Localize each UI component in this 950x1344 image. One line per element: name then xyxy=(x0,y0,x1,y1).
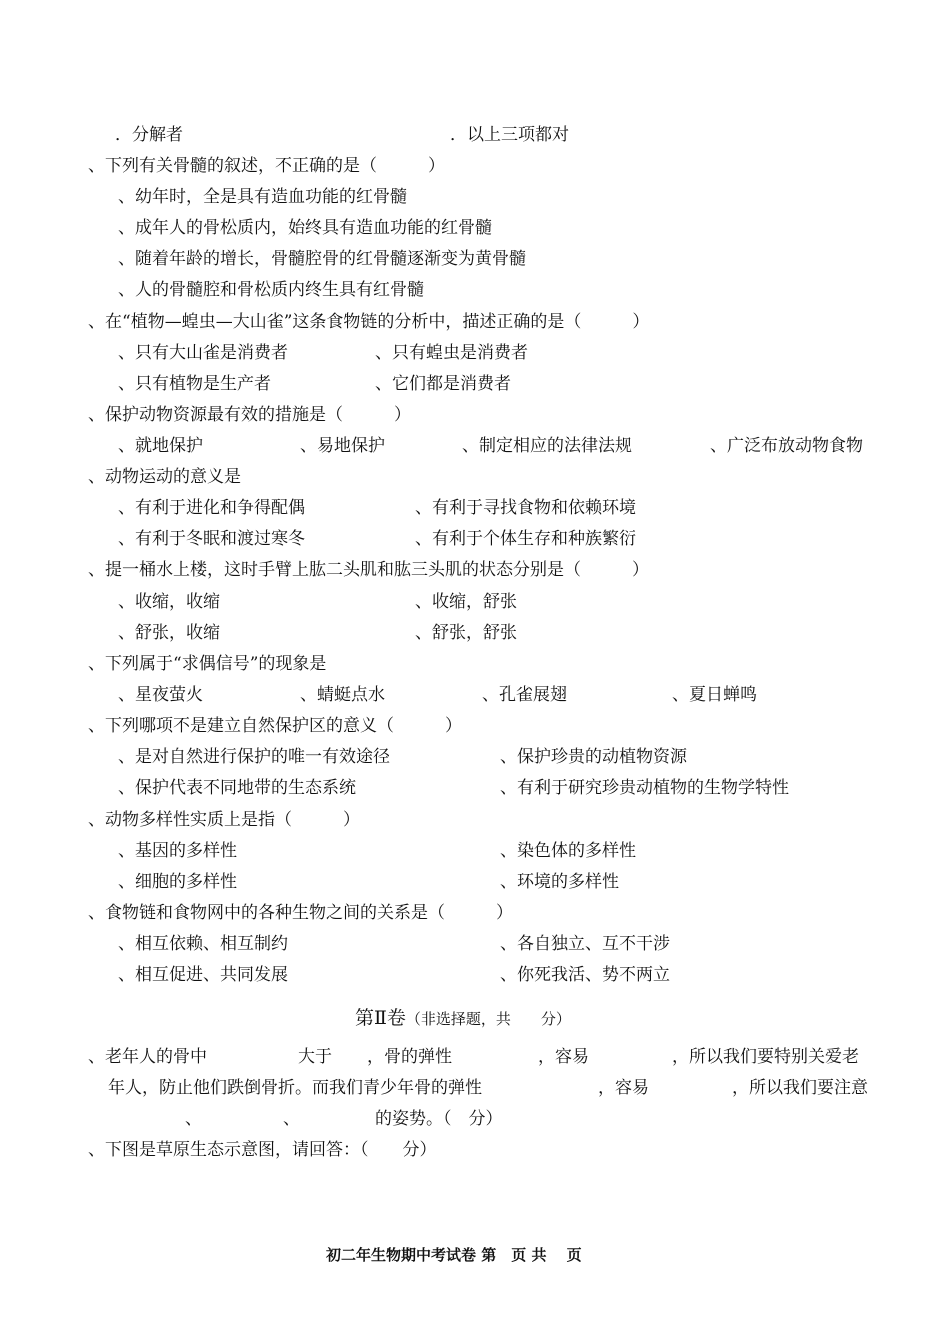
text-line: 、染色体的多样性 xyxy=(500,841,636,861)
text-line: 、动物运动的意义是 xyxy=(88,467,241,487)
text-line: 的姿势。（ 分） xyxy=(375,1109,503,1129)
text-line: 、有利于进化和争得配偶 xyxy=(118,498,305,518)
text-line: 、易地保护 xyxy=(300,436,385,456)
text-line: ，容易 xyxy=(598,1078,649,1098)
text-line: 、收缩，舒张 xyxy=(415,592,517,612)
text-line: 、下列属于“求偶信号”的现象是 xyxy=(88,654,327,674)
text-line: 、有利于冬眠和渡过寒冬 xyxy=(118,529,305,549)
text-line: 、保护动物资源最有效的措施是（ ） xyxy=(88,405,411,425)
text-line: 、有利于研究珍贵动植物的生物学特性 xyxy=(500,778,789,798)
text-line: 、只有植物是生产者 xyxy=(118,374,271,394)
text-line: 、你死我活、势不两立 xyxy=(500,965,670,985)
text-line: 、各自独立、互不干涉 xyxy=(500,934,670,954)
text-line: 年人，防止他们跌倒骨折。而我们青少年骨的弹性 xyxy=(108,1078,482,1098)
text-line: 、 xyxy=(185,1109,202,1129)
section-note: （非选择题，共 分） xyxy=(405,1010,571,1028)
text-line: 大于 xyxy=(298,1047,332,1067)
text-line: 、保护珍贵的动植物资源 xyxy=(500,747,687,767)
text-line: 、幼年时，全是具有造血功能的红骨髓 xyxy=(118,187,407,207)
text-line: 、细胞的多样性 xyxy=(118,872,237,892)
text-line: 、在“植物—蝗虫—大山雀”这条食物链的分析中，描述正确的是（ ） xyxy=(88,312,650,332)
text-line: 、它们都是消费者 xyxy=(375,374,511,394)
text-line: 、只有蝗虫是消费者 xyxy=(375,343,528,363)
text-line: 、只有大山雀是消费者 xyxy=(118,343,288,363)
text-line: 、基因的多样性 xyxy=(118,841,237,861)
text-line: 、收缩，收缩 xyxy=(118,592,220,612)
page-footer: 初二年生物期中考试卷 第 页 共 页 xyxy=(326,1246,582,1264)
text-line: 、食物链和食物网中的各种生物之间的关系是（ ） xyxy=(88,903,513,923)
text-line: 、夏日蝉鸣 xyxy=(672,685,757,705)
text-line: 、相互依赖、相互制约 xyxy=(118,934,288,954)
text-line: 、提一桶水上楼，这时手臂上肱二头肌和肱三头肌的状态分别是（ ） xyxy=(88,560,649,580)
text-line: 、成年人的骨松质内，始终具有造血功能的红骨髓 xyxy=(118,218,492,238)
text-line: ，所以我们要特别关爱老 xyxy=(672,1047,859,1067)
text-line: 、制定相应的法律法规 xyxy=(462,436,632,456)
text-line: ．以上三项都对 xyxy=(450,125,569,145)
text-line: 、是对自然进行保护的唯一有效途径 xyxy=(118,747,390,767)
text-line: 、保护代表不同地带的生态系统 xyxy=(118,778,356,798)
text-line: 、舒张，收缩 xyxy=(118,623,220,643)
text-line: ，容易 xyxy=(538,1047,589,1067)
text-line: 、人的骨髓腔和骨松质内终生具有红骨髓 xyxy=(118,280,424,300)
text-line: 、老年人的骨中 xyxy=(88,1047,207,1067)
text-line: 、环境的多样性 xyxy=(500,872,619,892)
text-line: 、随着年龄的增长，骨髓腔骨的红骨髓逐渐变为黄骨髓 xyxy=(118,249,526,269)
text-line: 、有利于个体生存和种族繁衍 xyxy=(415,529,636,549)
text-line: ，所以我们要注意 xyxy=(732,1078,868,1098)
text-line: 、有利于寻找食物和依赖环境 xyxy=(415,498,636,518)
text-line: 、下列哪项不是建立自然保护区的意义（ ） xyxy=(88,716,462,736)
text-line: 、蜻蜓点水 xyxy=(300,685,385,705)
text-line: 、就地保护 xyxy=(118,436,203,456)
text-line: 、星夜萤火 xyxy=(118,685,203,705)
section-heading xyxy=(355,1006,571,1031)
text-line: 、 xyxy=(283,1109,300,1129)
text-line: ，骨的弹性 xyxy=(367,1047,452,1067)
text-line: 、相互促进、共同发展 xyxy=(118,965,288,985)
text-line: 、动物多样性实质上是指（ ） xyxy=(88,810,360,830)
text-line: 、舒张，舒张 xyxy=(415,623,517,643)
text-line: 、广泛布放动物食物 xyxy=(710,436,863,456)
section-title: 第Ⅱ卷 xyxy=(355,1007,406,1029)
text-line: ．分解者 xyxy=(115,125,183,145)
text-line: 、下列有关骨髓的叙述，不正确的是（ ） xyxy=(88,156,445,176)
text-line: 、下图是草原生态示意图，请回答：（ 分） xyxy=(88,1140,437,1160)
text-line: 、孔雀展翅 xyxy=(482,685,567,705)
